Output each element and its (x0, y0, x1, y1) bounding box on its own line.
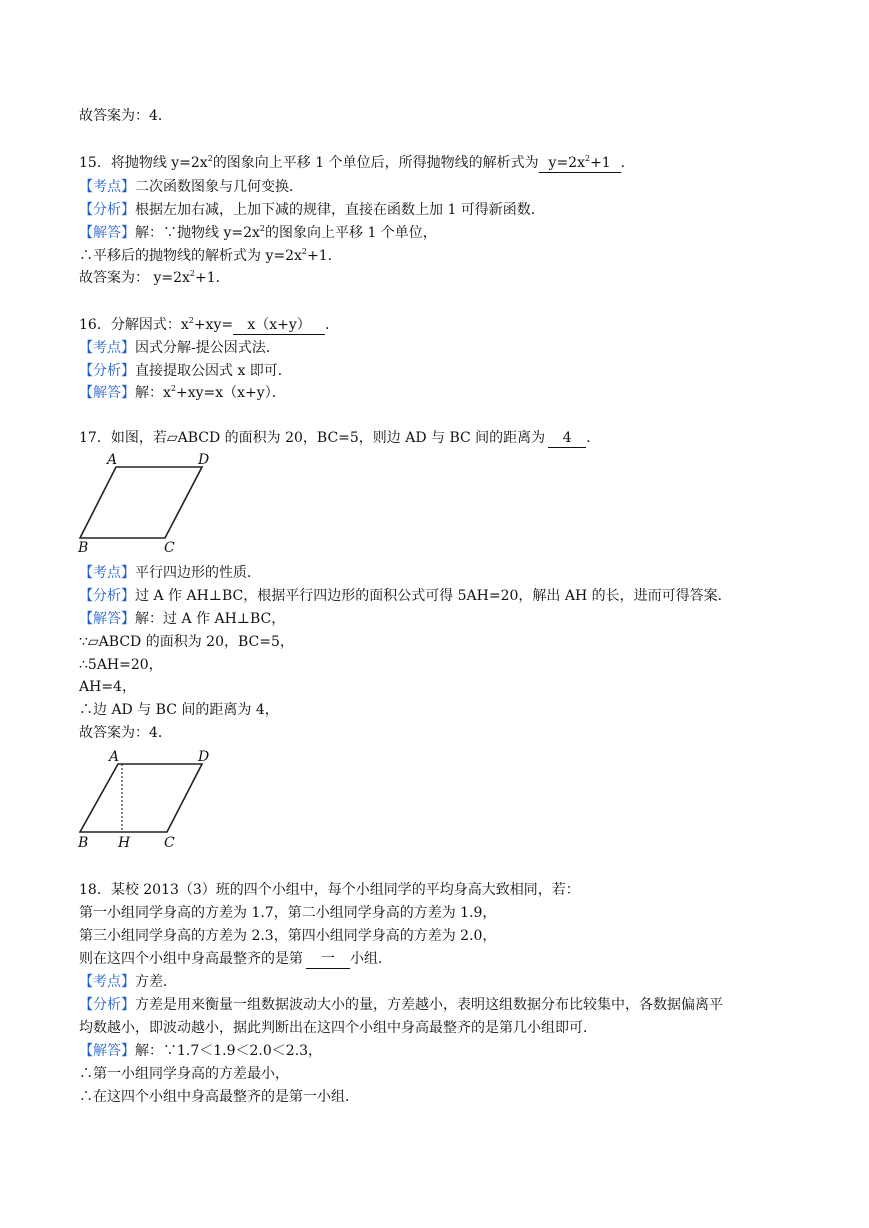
answer-blank: 一 (306, 951, 350, 969)
jieda-line: 【解答】解：过 A 作 AH⊥BC， (79, 611, 286, 627)
kaodian-line: 【考点】因式分解-提公因式法． (79, 340, 280, 356)
parallelogram-height-figure (74, 746, 214, 854)
solution-step: ∴5AH=20， (79, 657, 163, 673)
question-text: 则在这四个小组中身高最整齐的是第 一 小组． (79, 951, 392, 967)
parallelogram-abcd (80, 764, 202, 832)
question-15: 15．将抛物线 $y=2x^2$的图象向上平移 1 个单位后，所得抛物线的解析式为 $y=2x^2+1$ ． (79, 154, 635, 171)
kaodian-tag: 【考点】 (79, 974, 135, 990)
parallelogram-abcd (80, 467, 202, 538)
answer-blank: $y=2x^2+1$ (539, 155, 621, 173)
solution-step: AH=4， (79, 679, 136, 695)
vertex-label-a: A (107, 452, 118, 468)
kaodian-line: 【考点】二次函数图象与几何变换． (79, 179, 303, 195)
vertex-label-d: D (198, 452, 210, 468)
vertex-label-d: D (198, 749, 210, 765)
solution-step: ∴边 AD 与 BC 间的距离为 4， (79, 702, 279, 718)
parallelogram-figure (74, 452, 214, 556)
jieda-line: 【解答】解：∵1.7＜1.9＜2.0＜2.3， (79, 1043, 323, 1059)
question-text: 第三小组同学身高的方差为 2.3，第四小组同学身高的方差为 2.0， (79, 928, 497, 944)
jieda-tag: 【解答】 (79, 611, 135, 627)
vertex-label-c: C (164, 540, 175, 556)
fenxi-tag: 【分析】 (79, 202, 135, 218)
answer-blank: 4 (548, 430, 586, 448)
jieda-line: 【解答】解：∵抛物线 $y=2x^2$的图象向上平移 1 个单位， (79, 224, 437, 241)
foot-label-h: H (118, 835, 131, 851)
fenxi-tag: 【分析】 (79, 363, 135, 379)
fenxi-line: 【分析】根据左加右减，上加下减的规律，直接在函数上加 1 可得新函数． (79, 202, 545, 218)
kaodian-tag: 【考点】 (79, 565, 135, 581)
kaodian-tag: 【考点】 (79, 340, 135, 356)
vertex-label-a: A (109, 749, 120, 765)
fenxi-tag: 【分析】 (79, 588, 135, 604)
kaodian-line: 【考点】方差． (79, 974, 177, 990)
fenxi-line: 【分析】过 A 作 AH⊥BC，根据平行四边形的面积公式可得 5AH=20，解出 AH 的长，进而可得答案． (79, 588, 732, 604)
jieda-tag: 【解答】 (79, 225, 135, 241)
answer-blank: x（x+y） (233, 317, 325, 335)
jieda-tag: 【解答】 (79, 385, 135, 401)
answer-line: 故答案为：4． (79, 725, 172, 741)
fenxi-line: 【分析】方差是用来衡量一组数据波动大小的量，方差越小，表明这组数据分布比较集中，各数据偏离平 (79, 997, 723, 1013)
jieda-tag: 【解答】 (79, 1043, 135, 1059)
solution-step: ∴第一小组同学身高的方差最小， (79, 1066, 289, 1082)
analysis-continued: 均数越小，即波动越小，据此判断出在这四个小组中身高最整齐的是第几小组即可． (79, 1020, 597, 1036)
fenxi-line: 【分析】直接提取公因式 x 即可． (79, 363, 292, 379)
vertex-label-c: C (164, 835, 175, 851)
solution-step: ∴平移后的抛物线的解析式为 $y=2x^2+1$． (79, 247, 342, 264)
kaodian-line: 【考点】平行四边形的性质． (79, 565, 261, 581)
question-16: 16．分解因式：$x^2+xy= x(x+y)$ ． (79, 316, 340, 333)
answer-line: 故答案为：4． (79, 108, 172, 124)
solution-step: ∵▱ABCD 的面积为 20，BC=5， (79, 634, 294, 650)
solution-step: ∴在这四个小组中身高最整齐的是第一小组． (79, 1089, 359, 1105)
kaodian-tag: 【考点】 (79, 179, 135, 195)
fenxi-tag: 【分析】 (79, 997, 135, 1013)
vertex-label-b: B (78, 835, 89, 851)
vertex-label-b: B (78, 540, 89, 556)
question-text: 第一小组同学身高的方差为 1.7，第二小组同学身高的方差为 1.9， (79, 905, 497, 921)
question-18: 18．某校 2013（3）班的四个小组中，每个小组同学的平均身高大致相同，若： (79, 882, 580, 898)
question-17: 17．如图，若▱ABCD 的面积为 20，BC=5，则边 AD 与 BC 间的距离为 4 ． (79, 430, 601, 446)
jieda-line: 【解答】解：$x^2+xy=x(x+y)$． (79, 384, 286, 401)
answer-line: 故答案为： $y=2x^2+1$． (79, 269, 230, 286)
